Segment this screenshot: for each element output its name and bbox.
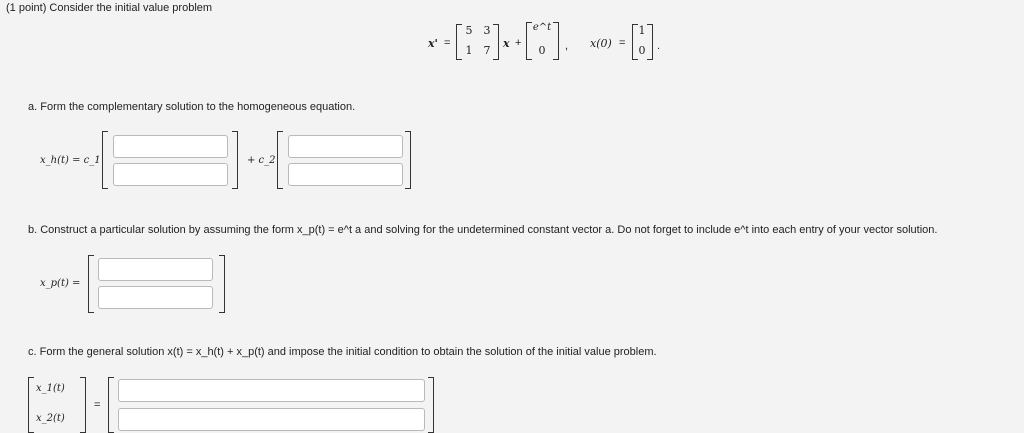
part-a-prompt: a. Form the complementary solution to the homogeneous equation. xyxy=(28,101,356,113)
problem-header: (1 point) Consider the initial value problem xyxy=(6,2,213,14)
comma: , xyxy=(565,40,569,52)
part-b-lhs: x_p(t) = xyxy=(40,278,81,289)
part-c-lhs-left-bracket xyxy=(28,377,34,433)
period: . xyxy=(657,40,661,52)
matrix-a11: 5 xyxy=(465,24,473,37)
part-c-rhs-right-bracket xyxy=(428,377,434,433)
part-a-vec2-left-bracket xyxy=(277,131,283,189)
xh-vector1-entry2-input[interactable] xyxy=(113,163,228,186)
matrix-a22: 7 xyxy=(483,44,491,57)
xh-vector2-entry2-input[interactable] xyxy=(288,163,403,186)
xh-vector2-entry1-input[interactable] xyxy=(288,135,403,158)
part-a-lhs: x_h(t) = c_1 xyxy=(40,155,101,166)
xp-entry2-input[interactable] xyxy=(98,286,213,309)
forcing-bottom: 0 xyxy=(538,44,546,57)
x0-equals: = xyxy=(619,37,626,49)
part-a-vec1-left-bracket xyxy=(102,131,108,189)
matrix-a12: 3 xyxy=(483,24,491,37)
matrix-left-bracket xyxy=(456,24,462,60)
xp-entry1-input[interactable] xyxy=(98,258,213,281)
part-c-equals: = xyxy=(94,399,101,411)
matrix-right-bracket xyxy=(493,24,499,60)
x2-solution-input[interactable] xyxy=(118,408,425,431)
matrix-a21: 1 xyxy=(465,44,473,57)
forcing-right-bracket xyxy=(553,22,559,60)
part-c-x1: x_1(t) xyxy=(36,383,65,394)
xh-vector1-entry1-input[interactable] xyxy=(113,135,228,158)
plus-sign: + xyxy=(515,37,522,49)
part-c-lhs-right-bracket xyxy=(80,377,86,433)
part-c-x2: x_2(t) xyxy=(36,413,65,424)
x0-top: 1 xyxy=(638,24,646,37)
part-a-vec1-right-bracket xyxy=(232,131,238,189)
part-b-left-bracket xyxy=(88,255,94,313)
x-vector: x xyxy=(503,37,510,50)
part-b-right-bracket xyxy=(219,255,225,313)
equals-sign: = xyxy=(444,37,451,49)
part-c-rhs-left-bracket xyxy=(108,377,114,433)
forcing-top: e^t xyxy=(532,22,552,33)
x0-right-bracket xyxy=(647,24,653,60)
xprime-label: x' xyxy=(428,37,438,50)
part-a-vec2-right-bracket xyxy=(405,131,411,189)
part-c-prompt: c. Form the general solution x(t) = x_h(t) + x_p(t) and impose the initial condition to obtain the solution of the initial value problem. xyxy=(28,346,657,358)
x1-solution-input[interactable] xyxy=(118,379,425,402)
part-a-plus-c2: + c_2 xyxy=(247,155,276,166)
part-b-prompt: b. Construct a particular solution by assuming the form x_p(t) = e^t a and solving for the undetermined constant vector a. Do not forget to include e^t into each entry of your vector solution. xyxy=(28,224,938,236)
x0-label: x(0) xyxy=(590,37,612,50)
x0-bottom: 0 xyxy=(638,44,646,57)
